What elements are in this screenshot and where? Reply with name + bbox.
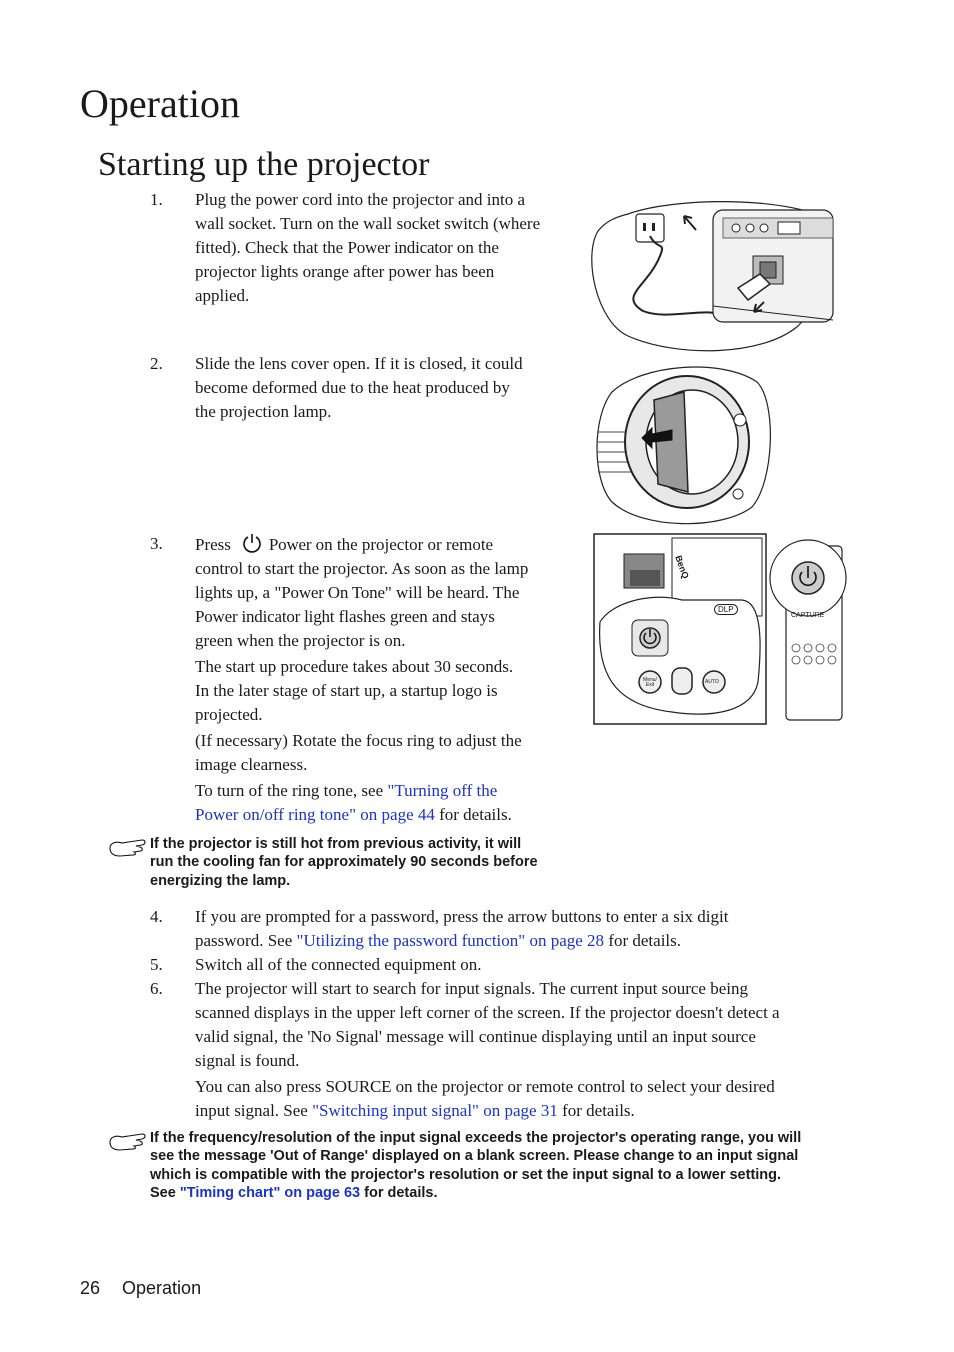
step-5-text: Switch all of the connected equipment on. xyxy=(195,955,482,974)
step-3-text: Press Power on the projector or remote control to start the projector. As soon as the lamp lights up, a "Power On Tone" will be heard. The Power indicator light flashes green and stays green when the projector is on. The start up procedure takes about 30 seconds. In the later stage of start up, a startup logo is projected. (If necessary) Rotate the focus ring to adjust the image clearness. To turn of the ring tone, see "Turning off the Power on/off ring tone" on page 44 for details. xyxy=(195,532,528,827)
link-password-function[interactable]: "Utilizing the password function" on page 28 xyxy=(296,931,605,950)
step-2-text: Slide the lens cover open. If it is closed, it could become deformed due to the heat produced by the projection lamp. xyxy=(195,354,523,421)
power-cord-illustration xyxy=(588,196,836,354)
power-button-illustration xyxy=(592,532,852,728)
note-icon xyxy=(108,1132,148,1152)
note-out-of-range: If the frequency/resolution of the input signal exceeds the projector's operating range, you will see the message 'Out of Range' displayed on a blank screen. Please change to an input signal which is compatible with the projector's resolution or set the input signal to a lower setting. See "Timing chart" on page 63 for details. xyxy=(150,1130,802,1201)
brand-label: BenQ xyxy=(673,554,691,580)
note-icon xyxy=(108,838,148,858)
step-1-text: Plug the power cord into the projector and into a wall socket. Turn on the wall socket switch (where fitted). Check that the Power indicator on the projector lights orange after power has been applied. xyxy=(195,190,541,305)
footer-section: Operation xyxy=(122,1278,202,1298)
link-turning-off-ring-tone[interactable]: "Turning off the xyxy=(387,781,498,800)
ui-term: Power indicator xyxy=(347,238,453,257)
note-hot-projector: If the projector is still hot from previous activity, it will run the cooling fan for approximately 90 seconds before energizing the lamp. xyxy=(150,836,538,889)
step-2-number: 2. xyxy=(150,354,163,373)
step-5-number: 5. xyxy=(150,955,163,974)
auto-label: AUTO xyxy=(705,679,719,685)
menu-exit-label: Menu/ Exit xyxy=(643,677,657,688)
dlp-label: DLP xyxy=(714,604,738,615)
step-1-number: 1. xyxy=(150,190,163,209)
section-title: Starting up the projector xyxy=(98,146,430,183)
link-turning-off-ring-tone-cont[interactable]: Power on/off ring tone" on page 44 xyxy=(195,805,435,824)
step-6-text: The projector will start to search for input signals. The current input source being scanned displays in the upper left corner of the screen. If the projector doesn't detect a valid signal, the 'No Signal' message will continue displaying until an input source signal is found. You can also press SOURCE on the projector or remote control to select your desired input signal. See "Switching input signal" on page 31 for details. xyxy=(195,979,780,1120)
lens-cover-illustration xyxy=(592,362,774,526)
page-heading: Operation xyxy=(80,81,240,126)
step-3-number: 3. xyxy=(150,534,163,553)
step-4-text: If you are prompted for a password, press the arrow buttons to enter a six digit password. See "Utilizing the password function" on page 28 for details. xyxy=(195,907,729,950)
page-number: 26 xyxy=(80,1278,101,1298)
link-timing-chart[interactable]: "Timing chart" on page 63 xyxy=(179,1184,361,1201)
capture-label: CAPTURE xyxy=(791,612,825,619)
power-icon xyxy=(241,532,263,554)
step-4-number: 4. xyxy=(150,907,163,926)
step-6-number: 6. xyxy=(150,979,163,998)
link-switching-input-signal[interactable]: "Switching input signal" on page 31 xyxy=(312,1101,558,1120)
page-footer xyxy=(80,1277,201,1299)
